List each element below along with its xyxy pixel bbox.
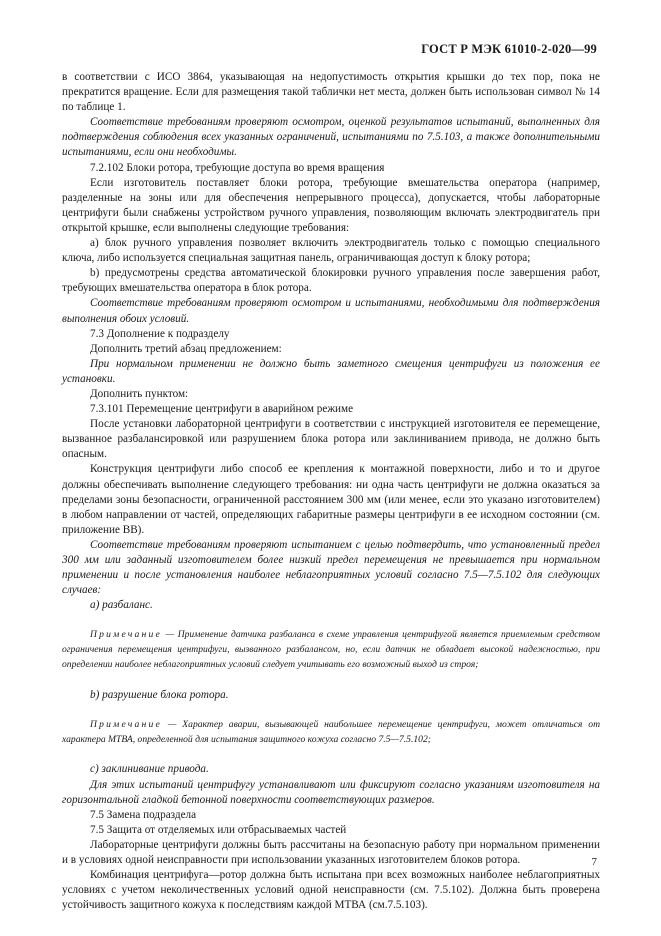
list-item: c) заклинивание привода. — [90, 763, 209, 776]
note-label: Примечание — [90, 718, 162, 730]
compliance-statement: Соответствие требованиям проверяют осмотром и испытаниями, необходимыми для подтверждения выполнения обоих условий. — [62, 297, 600, 325]
note — [62, 718, 600, 748]
note-text: — Применение датчика разбаланса в схеме управления центрифугой является приемлемым средством ограничения перемещения центрифуги, вызванного разбалансом, но, если датчик не обладает высокой надежностью, при определении наиболее неблагоприятных условий следует учитывать его возможный выход из строя; — [62, 629, 600, 670]
paragraph: После установки лабораторной центрифуги в соответствии с инструкцией изготовителя ее перемещение, вызванное разбалансировкой или разрушением блока ротора или заклиниванием привода, не должно быть опасным. — [62, 418, 600, 461]
paragraph: Для этих испытаний центрифугу устанавливают или фиксируют согласно указаниям изготовителя на горизонтальной гладкой бетонной поверхности соответствующих размеров. — [62, 778, 600, 806]
list-item: а) блок ручного управления позволяет включить электродвигатель только с помощью специального ключа, либо используется специальная защитная панель, ограничивающая доступ к блоку ротора; — [62, 237, 600, 265]
paragraph: Конструкция центрифуги либо способ ее крепления к монтажной поверхности, либо и то и другое должны обеспечивать выполнение следующего требования: ни одна часть центрифуги не должна оказаться за пределами зоны безопасности, ограниченной расстоянием 300 мм (или менее, если это указано изготовителем) в любом направлении от частей, определяющих габаритные размеры центрифуги в ее исходном состоянии (см. приложение ВВ). — [62, 463, 600, 536]
list-item: b) разрушение блока ротора. — [90, 688, 229, 701]
list-item: b) предусмотрены средства автоматической блокировки ручного управления после завершения работ, требующих вмешательства оператора в блок ротора. — [62, 267, 600, 295]
paragraph: Дополнить третий абзац предложением: — [90, 342, 282, 355]
compliance-statement: Соответствие требованиям проверяют осмотром, оценкой результатов испытаний, выполненных для подтверждения соблюдения всех указанных ограничений, испытаниями по 7.5.103, а также дополнительными испытаниями, если они необходимы. — [62, 116, 600, 159]
list-item: а) разбаланс. — [90, 599, 153, 612]
clause-heading: 7.5 Замена подраздела — [90, 808, 197, 821]
paragraph: Дополнить пунктом: — [90, 387, 189, 400]
compliance-statement: Соответствие требованиям проверяют испытанием с целью подтвердить, что установленный предел 300 мм или заданный изготовителем более низкий предел перемещения не превышается при нормальном применении и после установления наиболее неблагоприятных условий согласно 7.5—7.5.102 для следующих случаев: — [62, 538, 600, 597]
paragraph: в соответствии с ИСО 3864, указывающая на недопустимость открытия крышки до тех пор, пока не прекратится вращение. Если для размещения такой таблички нет места, должен быть использован символ № 14 по таблице 1. — [62, 71, 600, 114]
page-number: 7 — [591, 856, 597, 868]
paragraph: Комбинация центрифуга—ротор должна быть испытана при всех возможных наиболее неблагоприятных условиях с учетом неколичественных условий одной неисправности (см. 7.5.102). Должна быть проверена устойчивость защитного кожуха к последствиям каждой МТВА (см.7.5.103). — [62, 869, 600, 912]
note-text: — Характер аварии, вызывающей наибольшее перемещение центрифуги, может отличаться от характера МТВА, определенной для испытания защитного кожуха согласно 7.5—7.5.102; — [62, 718, 600, 745]
note-label: Примечание — [90, 629, 162, 641]
paragraph: При нормальном применении не должно быть заметного смещения центрифуги из положения ее установки. — [62, 357, 600, 385]
clause-heading: 7.3.101 Перемещение центрифуги в аварийном режиме — [90, 403, 354, 416]
note — [62, 628, 600, 672]
body-text — [62, 70, 600, 913]
paragraph: Если изготовитель поставляет блоки ротора, требующие вмешательства оператора (например, разделенные на зоны или для обеспечения непрерывного процесса), допускается, чтобы лабораторные центрифуги были снабжены устройством ручного управления, позволяющим включать электродвигатель при открытой крышке, если выполнены следующие требования: — [62, 176, 600, 234]
clause-heading: 7.5 Защита от отделяемых или отбрасываемых частей — [90, 823, 347, 836]
paragraph: Лабораторные центрифуги должны быть рассчитаны на безопасную работу при нормальном применении и в условиях одной неисправности при использовании указанных изготовителем блоков ротора. — [62, 838, 600, 867]
document-code-header: ГОСТ Р МЭК 61010-2-020—99 — [421, 42, 597, 56]
clause-heading: 7.2.102 Блоки ротора, требующие доступа во время вращения — [90, 161, 385, 174]
clause-heading: 7.3 Дополнение к подразделу — [90, 327, 230, 340]
